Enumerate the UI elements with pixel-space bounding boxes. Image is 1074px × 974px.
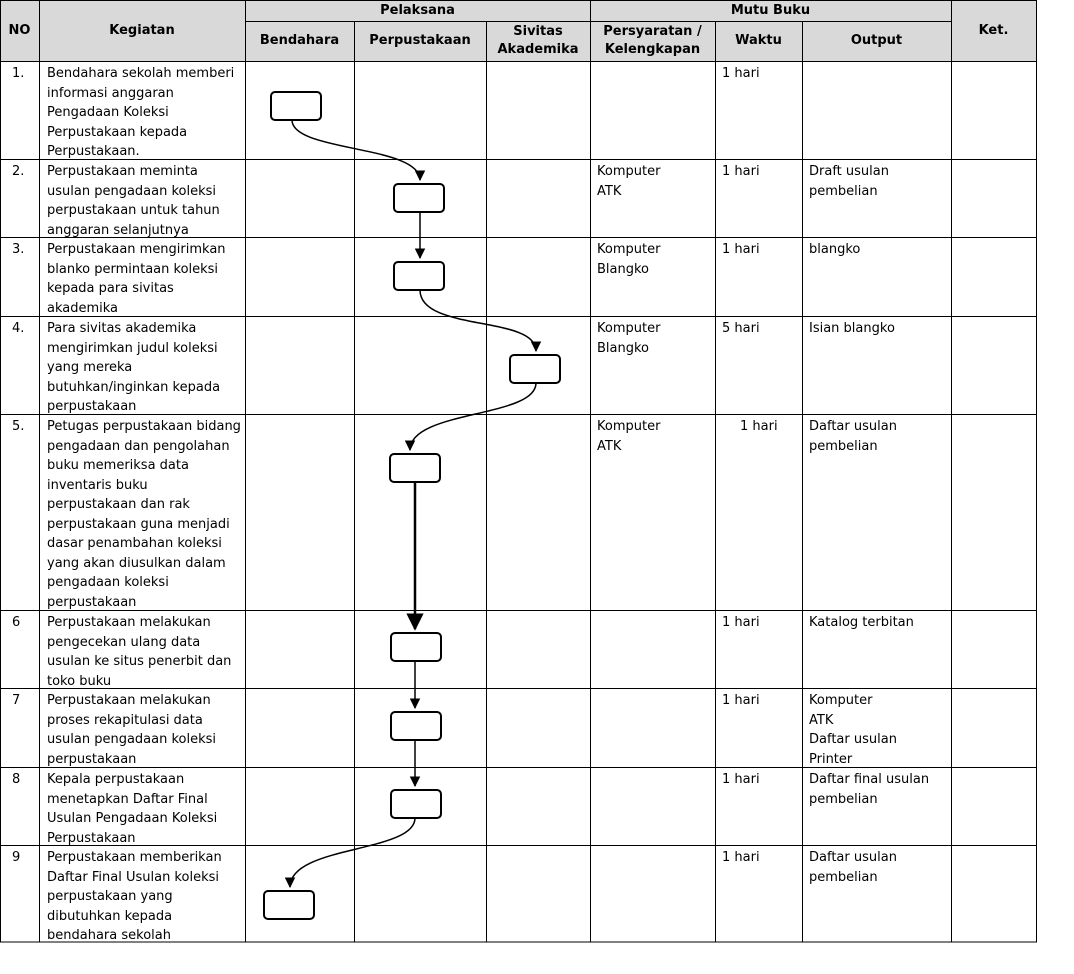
row-kegiatan: Bendahara sekolah memberi informasi anggaran Pengadaan Koleksi Perpustakaan kepada Perpustakaan.: [47, 66, 235, 159]
header-persyaratan: Persyaratan / Kelengkapan: [590, 21, 715, 61]
row-output: Daftar usulan pembelian: [809, 850, 897, 885]
connector-4-5: [410, 383, 536, 450]
row-no: 6: [12, 615, 21, 630]
row-no: 2.: [12, 164, 25, 179]
process-box-3: [394, 262, 444, 290]
row-waktu: 5 hari: [722, 321, 760, 336]
row-kegiatan: Perpustakaan melakukan pengecekan ulang data usulan ke situs penerbit dan toko buku: [47, 615, 232, 689]
row-waktu: 1 hari: [722, 242, 760, 257]
connector-1-2: [292, 120, 420, 180]
row-persyaratan: Komputer Blangko: [597, 321, 661, 356]
row-output: blangko: [809, 242, 861, 257]
row-no: 3.: [12, 242, 25, 257]
row-kegiatan: Perpustakaan memberikan Daftar Final Usulan koleksi perpustakaan yang dibutuhkan kepada bendahara sekolah: [47, 850, 222, 943]
row-kegiatan: Perpustakaan mengirimkan blanko permintaan koleksi kepada para sivitas akademika: [47, 242, 226, 316]
row-no: 7: [12, 693, 21, 708]
row-kegiatan: Perpustakaan meminta usulan pengadaan koleksi perpustakaan untuk tahun anggaran selanjutnya: [47, 164, 220, 238]
header-bendahara: Bendahara: [245, 21, 354, 61]
row-waktu: 1 hari: [722, 615, 760, 630]
row-output: Draft usulan pembelian: [809, 164, 889, 199]
header-kegiatan: Kegiatan: [39, 0, 245, 61]
row-persyaratan: Komputer Blangko: [597, 242, 661, 277]
row-waktu: 1 hari: [722, 66, 760, 81]
process-box-7: [391, 712, 441, 740]
row-no: 9: [12, 850, 21, 865]
header-output: Output: [802, 21, 951, 61]
row-persyaratan: Komputer ATK: [597, 164, 661, 199]
header-no: NO: [0, 0, 39, 61]
header-perpustakaan: Perpustakaan: [354, 21, 486, 61]
row-waktu: 1 hari: [722, 772, 760, 787]
connector-3-4: [420, 290, 536, 351]
process-box-9: [264, 891, 314, 919]
row-output: Komputer ATK Daftar usulan Printer: [809, 693, 897, 767]
row-kegiatan: Kepala perpustakaan menetapkan Daftar Final Usulan Pengadaan Koleksi Perpustakaan: [47, 772, 218, 846]
row-no: 4.: [12, 321, 25, 336]
row-output: Daftar usulan pembelian: [809, 419, 897, 454]
process-box-2: [394, 184, 444, 212]
row-waktu: 1 hari: [722, 850, 760, 865]
row-output: Daftar final usulan pembelian: [809, 772, 930, 807]
header-mutu-buku: Mutu Buku: [590, 0, 951, 21]
row-kegiatan: Para sivitas akademika mengirimkan judul koleksi yang mereka butuhkan/inginkan kepada perpustakaan: [47, 321, 221, 414]
header-pelaksana: Pelaksana: [245, 0, 590, 21]
row-no: 1.: [12, 66, 25, 81]
row-waktu: 1 hari: [722, 164, 760, 179]
process-box-8: [391, 790, 441, 818]
row-output: Katalog terbitan: [809, 615, 914, 630]
row-kegiatan: Perpustakaan melakukan proses rekapitulasi data usulan pengadaan koleksi perpustakaan: [47, 693, 217, 767]
row-no: 8: [12, 772, 21, 787]
row-persyaratan: Komputer ATK: [597, 419, 661, 454]
row-no: 5.: [12, 419, 25, 434]
connector-8-9: [290, 818, 415, 887]
process-box-1: [271, 92, 321, 120]
row-kegiatan: Petugas perpustakaan bidang pengadaan dan pengolahan buku memeriksa data inventaris buku perpustakaan dan rak perpustakaan guna menjadi dasar penambahan koleksi yang akan diusulkan dalam pengadaan koleksi perpustakaan: [47, 419, 241, 610]
row-waktu: 1 hari: [740, 419, 778, 434]
process-box-5: [390, 454, 440, 482]
process-box-4: [510, 355, 560, 383]
header-ket: Ket.: [951, 0, 1036, 61]
row-waktu: 1 hari: [722, 693, 760, 708]
row-output: Isian blangko: [809, 321, 895, 336]
header-sivitas: Sivitas Akademika: [486, 21, 590, 61]
process-box-6: [391, 633, 441, 661]
header-waktu: Waktu: [715, 21, 802, 61]
